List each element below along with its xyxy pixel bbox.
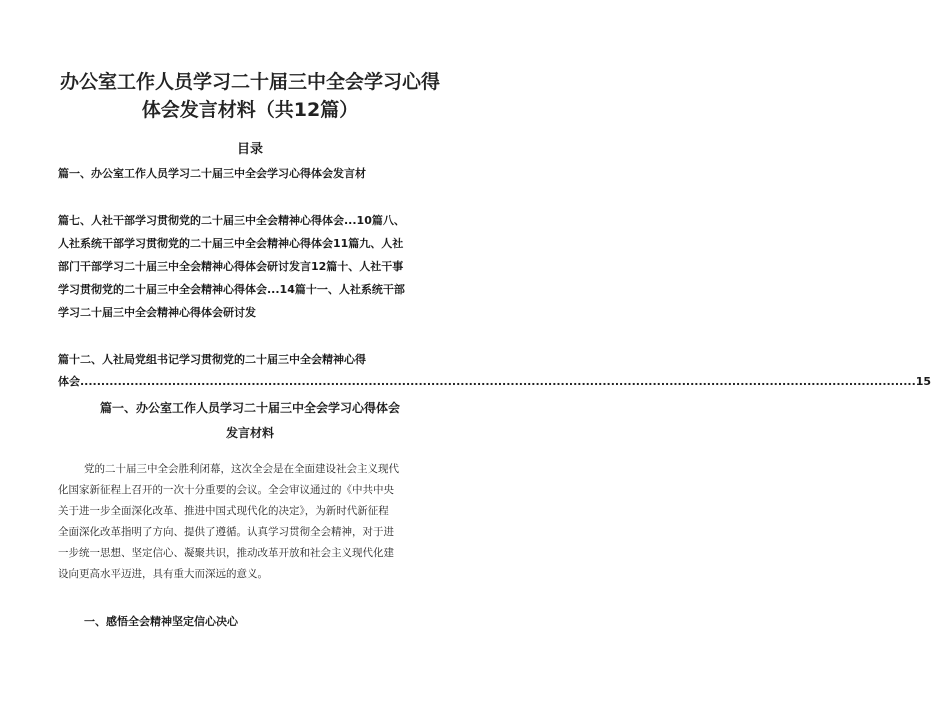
document-title-line-1: 办公室工作人员学习二十届三中全会学习心得 [59,71,440,93]
toc-entry-1: 篇一、办公室工作人员学习二十届三中全会学习心得体会发言材 [58,167,366,180]
body-line-2: 化国家新征程上召开的一次十分重要的会议。全会审议通过的《中共中央 [58,484,394,496]
toc-entry-12-line-2 [58,374,931,389]
toc-block-line-3: 部门干部学习二十届三中全会精神心得体会研讨发言12篇十、人社干事 [58,260,404,273]
section-title-line-1: 篇一、办公室工作人员学习二十届三中全会学习心得体会 [99,401,400,415]
toc-entry-12-line-1: 篇十二、人社局党组书记学习贯彻党的二十届三中全会精神心得 [58,353,366,366]
toc-block-line-1: 篇七、人社干部学习贯彻党的二十届三中全会精神心得体会...10篇八、 [58,214,405,227]
toc-entry-12-page: 15 [915,375,931,388]
sub-heading: 一、感悟全会精神坚定信心决心 [84,615,238,628]
body-line-6: 设向更高水平迈进，具有重大而深远的意义。 [58,568,268,580]
toc-block-line-5: 学习二十届三中全会精神心得体会研讨发 [58,306,256,319]
toc-block-line-4: 学习贯彻党的二十届三中全会精神心得体会...14篇十一、人社系统干部 [58,283,405,296]
document-title-line-2: 体会发言材料（共12篇） [141,99,359,121]
body-line-1: 党的二十届三中全会胜利闭幕，这次全会是在全面建设社会主义现代 [84,463,399,475]
section-title-line-2: 发言材料 [225,426,274,440]
body-paragraph [58,459,450,585]
body-line-4: 全面深化改革指明了方向、提供了遵循。认真学习贯彻全会精神，对于进 [58,526,394,538]
toc-leader-dots: ........................................................................................................................................................................................................ [80,375,916,388]
toc-block-line-2: 人社系统干部学习贯彻党的二十届三中全会精神心得体会11篇九、人社 [58,237,404,250]
body-line-5: 一步统一思想、坚定信心、凝聚共识，推动改革开放和社会主义现代化建 [58,547,394,559]
toc-entry-12-text: 体会 [58,375,80,388]
body-line-3: 关于进一步全面深化改革、推进中国式现代化的决定》，为新时代新征程 [58,505,389,517]
toc-heading: 目录 [236,142,263,157]
